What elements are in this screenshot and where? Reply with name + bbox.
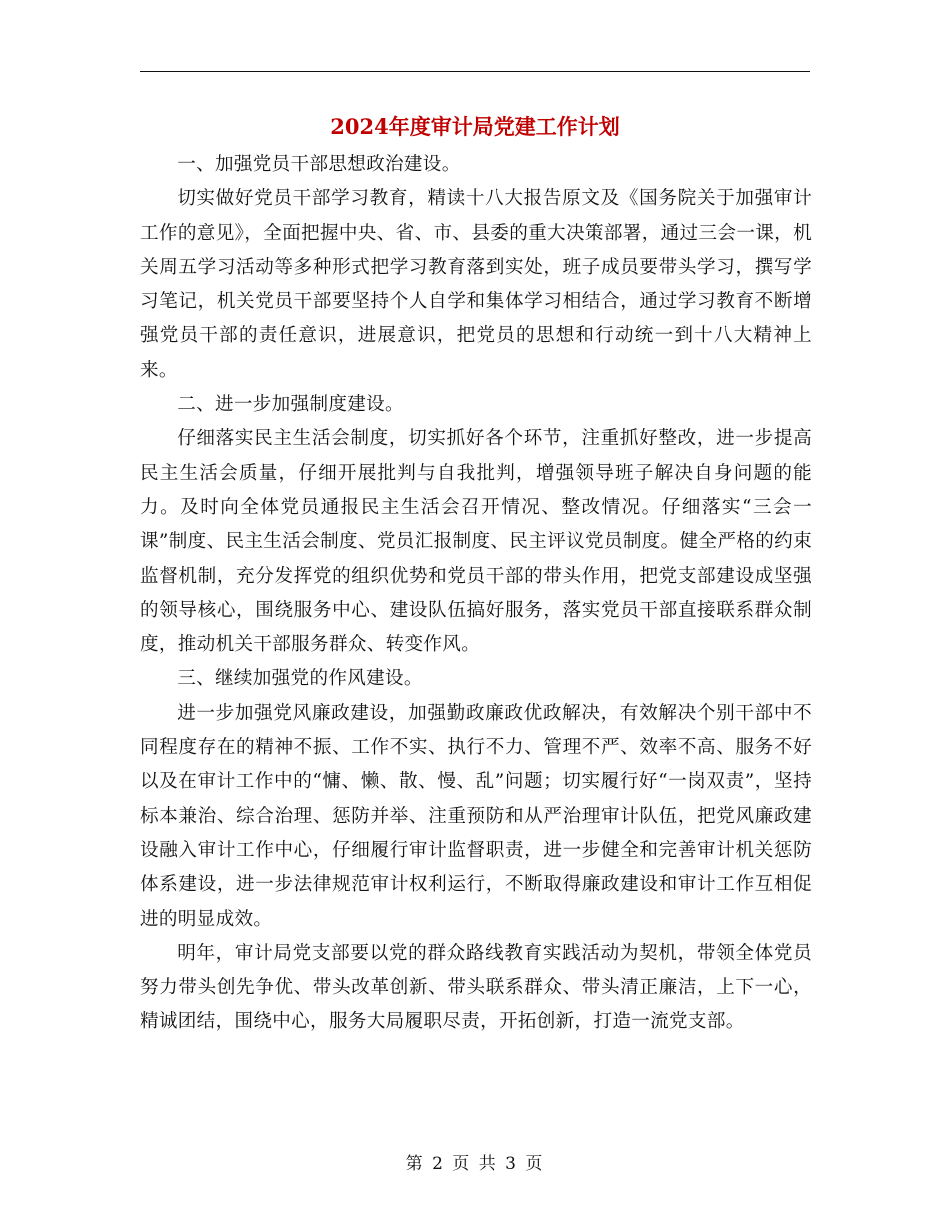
section-heading-1: 一、加强党员干部思想政治建设。 [177, 154, 461, 175]
paragraph-3: 进一步加强党风廉政建设，加强勤政廉政优政解决，有效解决个别干部中不同程度存在的精神不振、工作不实、执行不力、管理不严、效率不高、服务不好以及在审计工作中的“慵、懒、散、慢、乱”问题；切实履行好“一岗双责”，坚持标本兼治、综合治理、惩防并举、注重预防和从严治理审计队伍，把党风廉政建设融入审计工作中心，仔细履行审计监督职责，进一步健全和完善审计机关惩防体系建设，进一步法律规范审计权利运行，不断取得廉政建设和审计工作互相促进的明显成效。 [140, 702, 812, 930]
section-heading-2: 二、进一步加强制度建设。 [177, 394, 404, 416]
paragraph-1: 切实做好党员干部学习教育，精读十八大报告原文及《国务院关于加强审计工作的意见》，全面把握中央、省、市、县委的重大决策部署，通过三会一课，机关周五学习活动等多种形式把学习教育落到实处，班子成员要带头学习，撰写学习笔记，机关党员干部要坚持个人自学和集体学习相结合，通过学习教育不断增强党员干部的责任意识，进展意识，把党员的思想和行动统一到十八大精神上来。 [140, 188, 812, 381]
header-rule [140, 71, 810, 72]
page-number-footer: 第 2 页 共 3 页 [405, 1154, 545, 1174]
paragraph-2: 仔细落实民主生活会制度，切实抓好各个环节，注重抓好整改，进一步提高民主生活会质量，仔细开展批判与自我批判，增强领导班子解决自身问题的能力。及时向全体党员通报民主生活会召开情况、整改情况。仔细落实“三会一课”制度、民主生活会制度、党员汇报制度、民主评议党员制度。健全严格的约束监督机制，充分发挥党的组织优势和党员干部的带头作用，把党支部建设成坚强的领导核心，围绕服务中心、建设队伍搞好服务，落实党员干部直接联系群众制度，推动机关干部服务群众、转变作风。 [140, 428, 812, 656]
document-title: 2024年度审计局党建工作计划 [330, 114, 620, 139]
paragraph-closing: 明年，审计局党支部要以党的群众路线教育实践活动为契机，带领全体党员努力带头创先争优、带头改革创新、带头联系群众、带头清正廉洁，上下一心，精诚团结，围绕中心，服务大局履职尽责，开拓创新，打造一流党支部。 [140, 942, 812, 1033]
section-heading-3: 三、继续加强党的作风建设。 [177, 668, 423, 690]
document-body [140, 148, 812, 1040]
